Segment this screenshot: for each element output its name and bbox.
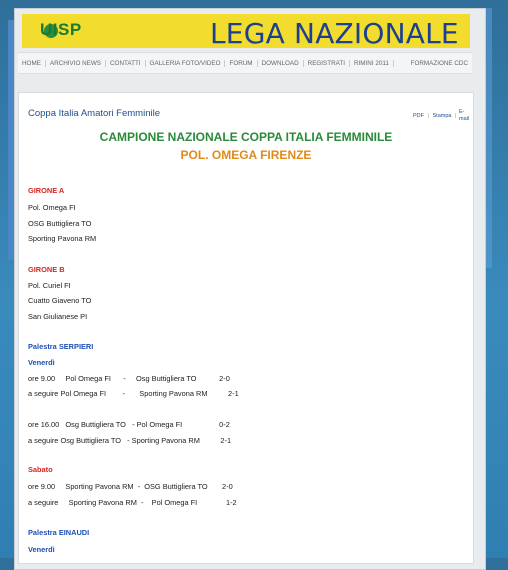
girone-a-team: Pol. Omega FI — [28, 203, 76, 212]
match-row: a seguire Sporting Pavona RM - Pol Omega FI 1-2 — [28, 498, 237, 507]
girone-a-team: Sporting Pavona RM — [28, 234, 97, 243]
venue-einaudi: Palestra EINAUDI — [28, 528, 90, 537]
article-subhead: POL. OMEGA FIRENZE — [180, 148, 312, 162]
match-row: a seguire Osg Buttigliera TO - Sporting Pavona RM 2-1 — [28, 436, 232, 445]
nav-forum[interactable]: FORUM — [225, 60, 257, 67]
uisp-logo-text[interactable]: UISP — [40, 20, 82, 39]
nav-archivio-news[interactable]: ARCHIVIO NEWS — [46, 60, 106, 67]
girone-b-label: GIRONE B — [28, 265, 65, 274]
article-headline: CAMPIONE NAZIONALE COPPA ITALIA FEMMINILE — [99, 130, 393, 144]
nav-rimini-2011[interactable]: RIMINI 2011 — [350, 60, 394, 67]
pdf-link[interactable]: PDF — [413, 113, 424, 119]
match-row: ore 9.00 Sporting Pavona RM - OSG Buttigliera TO 2-0 — [28, 482, 233, 491]
article-title[interactable]: Coppa Italia Amatori Femminile — [28, 108, 160, 119]
nav-registrati[interactable]: REGISTRATI — [304, 60, 350, 67]
nav-galleria[interactable]: GALLERIA FOTO/VIDEO — [146, 60, 226, 67]
header-banner — [22, 14, 470, 48]
article-tools — [413, 109, 470, 122]
girone-a-label: GIRONE A — [28, 186, 65, 195]
day-venerdi: Venerdì — [28, 358, 55, 367]
nav-contatti[interactable]: CONTATTI — [106, 60, 146, 67]
print-link[interactable]: Stampa — [432, 113, 452, 119]
article-panel — [18, 92, 474, 564]
email-link[interactable]: E-mail — [459, 109, 470, 122]
venue-serpieri: Palestra SERPIERI — [28, 342, 94, 351]
nav-formazione-cdc[interactable]: FORMAZIONE CDC — [410, 59, 468, 67]
banner-title: LEGA NAZIONALE — [210, 17, 459, 48]
match-row: ore 16.00 Osg Buttigliera TO - Pol Omega FI 0-2 — [28, 420, 230, 429]
nav-home[interactable]: HOME — [18, 60, 46, 67]
main-nav — [18, 52, 472, 74]
tools-separator: | — [455, 113, 457, 119]
girone-b-team: San Giulianese PI — [28, 312, 88, 321]
day-venerdi: Venerdì — [28, 545, 55, 554]
day-sabato: Sabato — [28, 465, 53, 474]
girone-a-team: OSG Buttigliera TO — [28, 219, 92, 228]
match-row: a seguire Pol Omega FI - Sporting Pavona RM 2-1 — [28, 389, 239, 398]
tools-separator: | — [427, 113, 429, 119]
nav-download[interactable]: DOWNLOAD — [258, 60, 304, 67]
girone-b-team: Cuatto Giaveno TO — [28, 296, 92, 305]
girone-b-team: Pol. Curiel FI — [28, 281, 71, 290]
match-row: ore 9.00 Pol Omega FI - Osg Buttigliera TO 2-0 — [28, 374, 230, 383]
